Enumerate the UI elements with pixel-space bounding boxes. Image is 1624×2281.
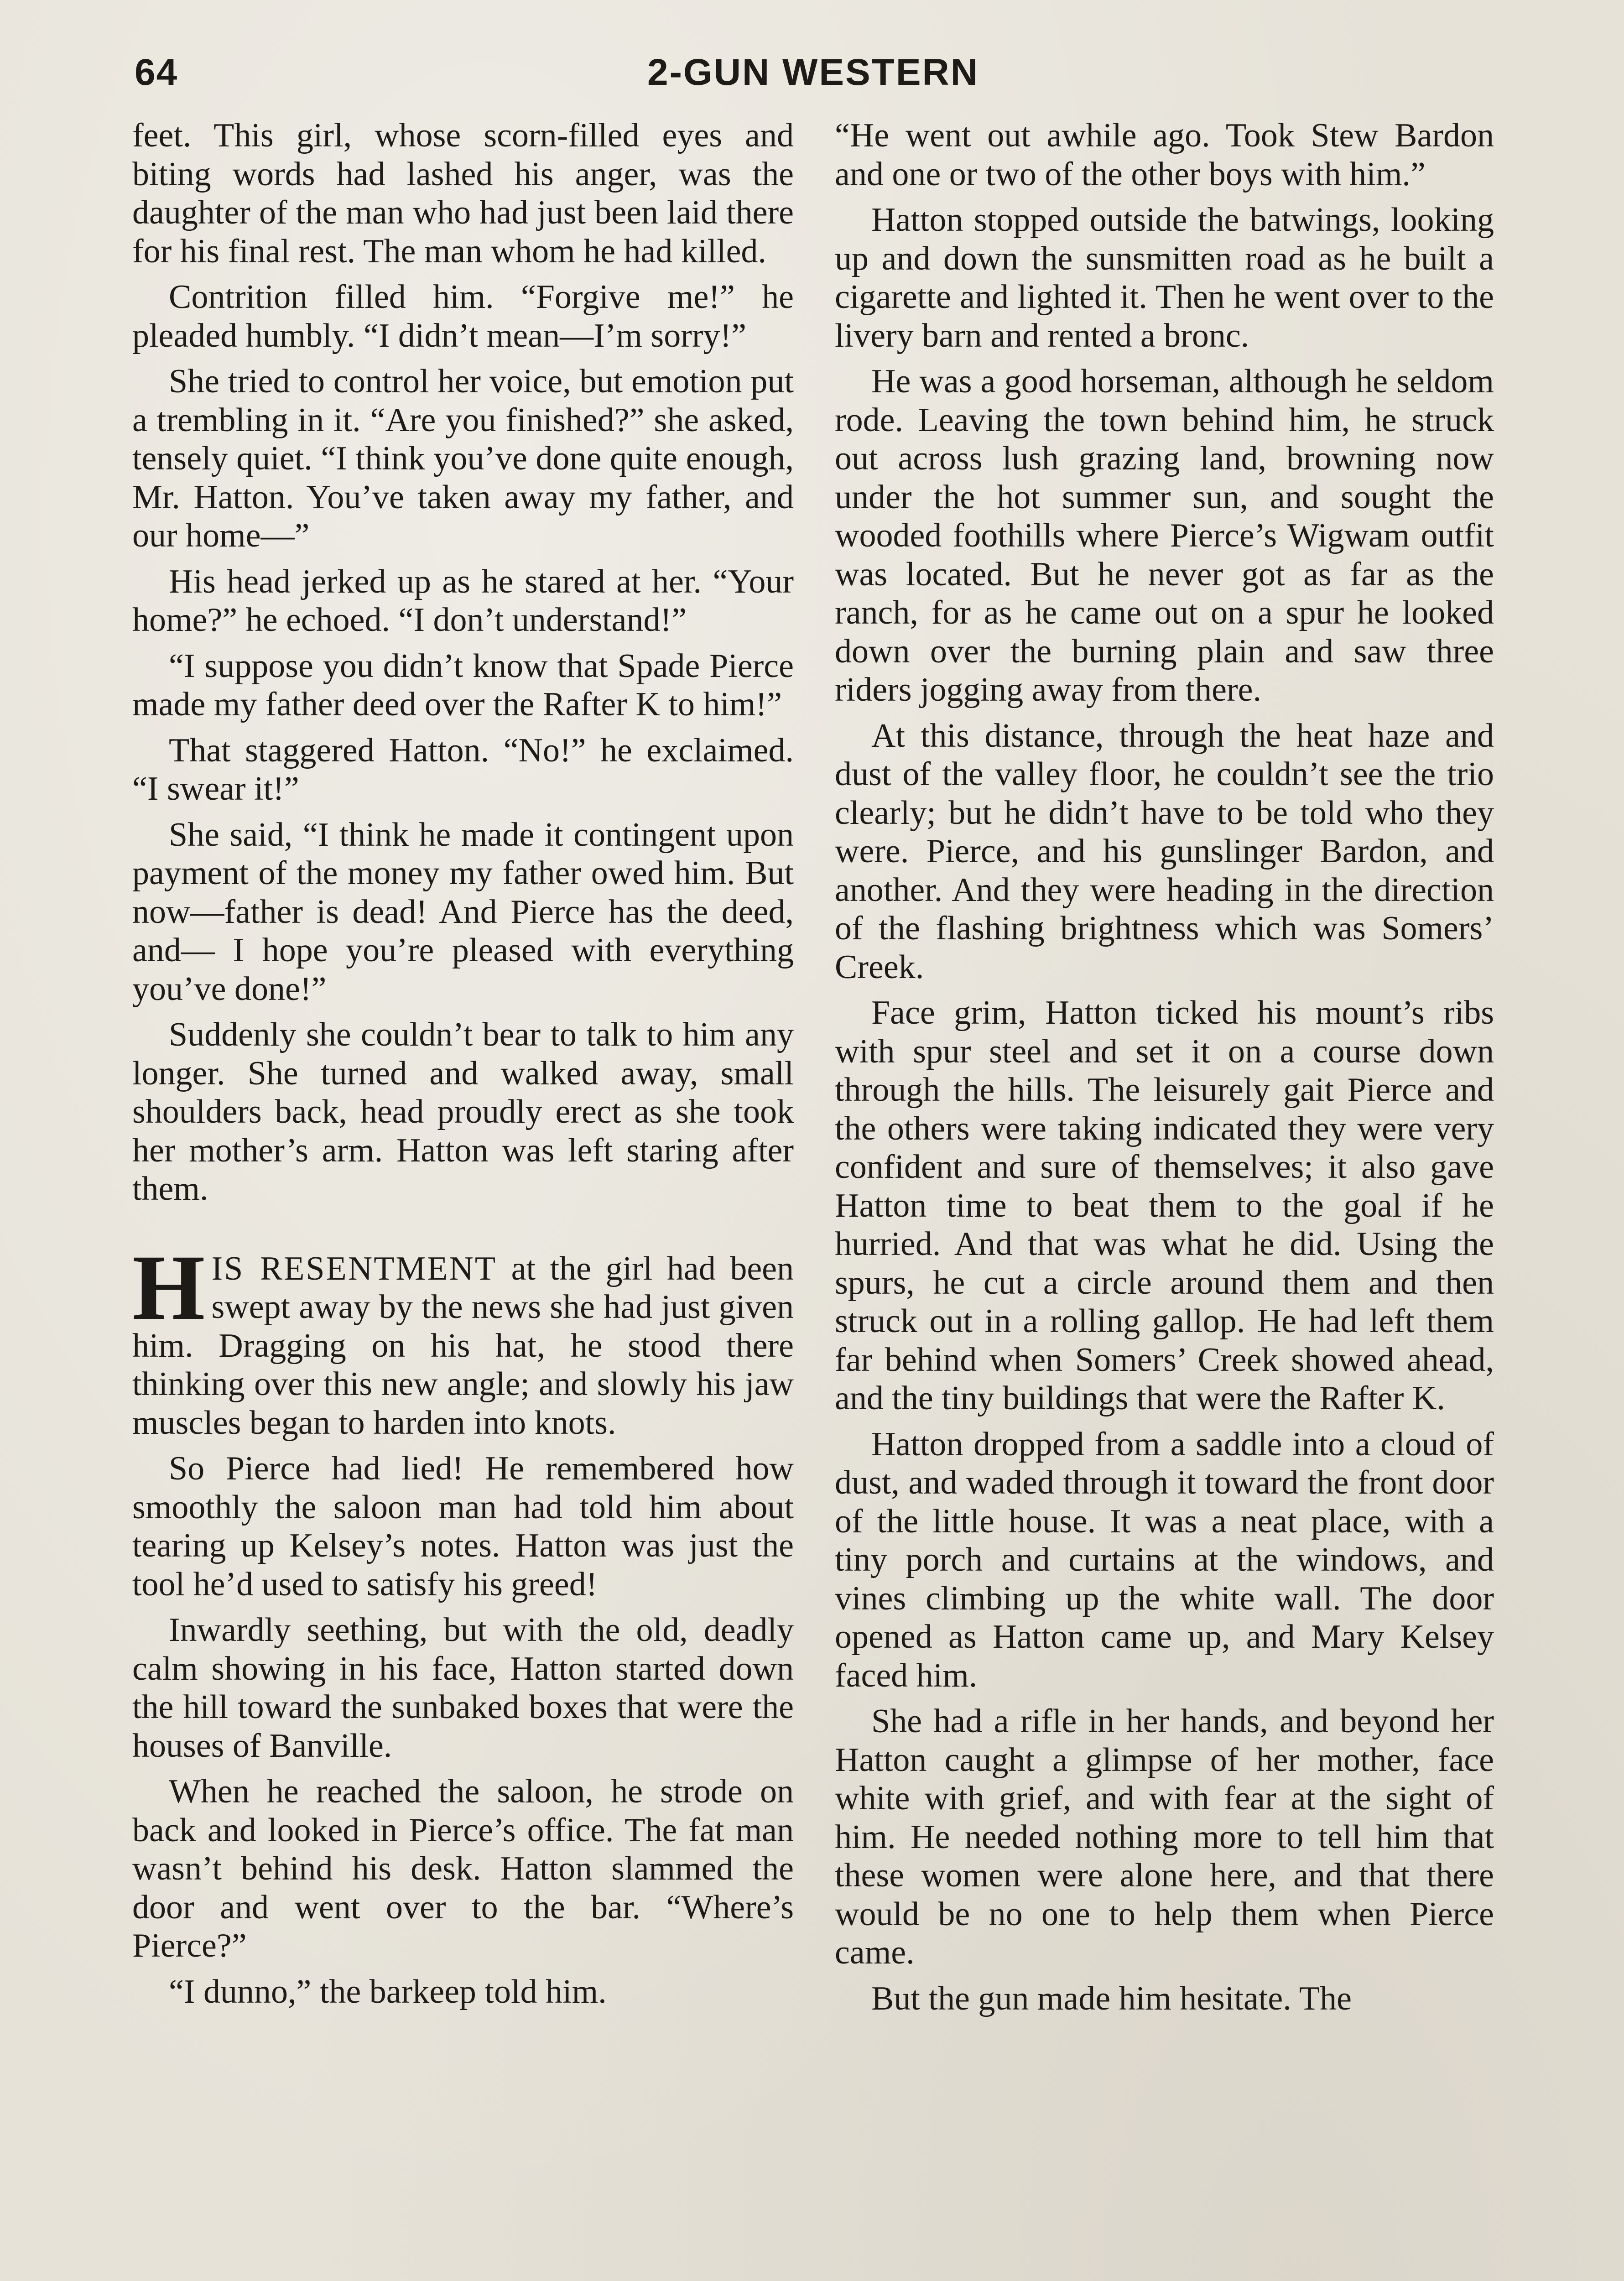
paragraph: feet. This girl, whose scorn-filled eyes and biting words had lashed his anger, was the daughter of the man who had just been laid there for his final rest. The man whom he had killed. xyxy=(132,117,794,270)
magazine-title: 2-GUN WESTERN xyxy=(647,52,979,93)
paragraph: “I dunno,” the barkeep told him. xyxy=(169,1973,607,2010)
paragraph-text: at the girl had been swept away by the news she had just given him. Dragging on his hat, he stood there thinking over this new angle; and slowly his jaw muscles began to harden into knots. xyxy=(132,1250,794,1442)
paragraph: “He went out awhile ago. Took Stew Bardon and one or two of the other boys with him.” xyxy=(835,117,1494,193)
paragraph: Suddenly she couldn’t bear to talk to him any longer. She turned and walked away, small shoulders back, head proudly erect as she took her mother’s arm. Hatton was left staring after them. xyxy=(132,1016,794,1208)
paragraph: Face grim, Hatton ticked his mount’s ribs with spur steel and set it on a course down through the hills. The leisurely gait Pierce and the others were taking indicated they were very confident and sure of themselves; it also gave Hatton time to beat them to the goal if he hurried. And that was what he did. Using the spurs, he cut a circle around them and then struck out in a rolling gallop. He had left them far behind when Somers’ Creek showed ahead, and the tiny buildings that were the Rafter K. xyxy=(835,994,1494,1417)
lead-in-caps: IS RESENTMENT xyxy=(211,1250,497,1287)
paragraph: At this distance, through the heat haze and dust of the valley floor, he couldn’t see the trio clearly; but he didn’t have to be told who they were. Pierce, and his gunslinger Bardon, and another. And they were heading in the direction of the flashing brightness which was Somers’ Creek. xyxy=(835,717,1494,986)
page-header xyxy=(135,51,1492,101)
paragraph: His head jerked up as he stared at her. “Your home?” he echoed. “I don’t understand!” xyxy=(132,562,794,639)
paragraph: When he reached the saloon, he strode on back and looked in Pierce’s office. The fat man wasn’t behind his desk. Hatton slammed the door and went over to the bar. “Where’s Pierce?” xyxy=(132,1773,794,1964)
paragraph: But the gun made him hesitate. The xyxy=(871,1979,1352,2017)
paragraph: Inwardly seething, but with the old, deadly calm showing in his face, Hatton started down the hill toward the sunbaked boxes that were the houses of Banville. xyxy=(132,1611,794,1765)
paragraph: She had a rifle in her hands, and beyond her Hatton caught a glimpse of her mother, face white with grief, and with fear at the sight of him. He needed nothing more to tell him that these women were alone here, and that there would be no one to help them when Pierce came. xyxy=(835,1703,1494,1971)
paragraph: She said, “I think he made it contingent upon payment of the money my father owed him. But now—father is dead! And Pierce has the deed, and— I hope you’re pleased with everything you’ve done!” xyxy=(132,816,794,1008)
paragraph: So Pierce had lied! He remembered how smoothly the saloon man had told him about tearing up Kelsey’s notes. Hatton was just the tool he’d used to satisfy his greed! xyxy=(132,1450,794,1603)
paragraph: He was a good horseman, although he seldom rode. Leaving the town behind him, he struck out across lush grazing land, browning now under the hot summer sun, and sought the wooded foothills where Pierce’s Wigwam outfit was located. But he never got as far as the ranch, for as he came out on a spur he looked down over the burning plain and saw three riders jogging away from there. xyxy=(835,363,1494,708)
drop-cap: H xyxy=(132,1235,205,1339)
paragraph: “I suppose you didn’t know that Spade Pierce made my father deed over the Rafter K to him!” xyxy=(132,647,794,723)
paragraph: That staggered Hatton. “No!” he exclaimed. “I swear it!” xyxy=(132,731,794,807)
left-column xyxy=(132,116,794,2018)
paragraph: Hatton stopped outside the batwings, looking up and down the sunsmitten road as he built a cigarette and lighted it. Then he went over to the livery barn and rented a bronc. xyxy=(835,201,1494,354)
paragraph: She tried to control her voice, but emotion put a trembling in it. “Are you finished?” she asked, tensely quiet. “I think you’ve done quite enough, Mr. Hatton. You’ve taken away my father, and our home—” xyxy=(132,363,794,554)
page-number: 64 xyxy=(135,52,178,93)
paragraph: Contrition filled him. “Forgive me!” he pleaded humbly. “I didn’t mean—I’m sorry!” xyxy=(132,278,794,354)
section-opening-paragraph xyxy=(132,1235,794,1443)
paragraph: Hatton dropped from a saddle into a cloud of dust, and waded through it toward the front door of the little house. It was a neat place, with a tiny porch and curtains at the windows, and vines climbing up the white wall. The door opened as Hatton came up, and Mary Kelsey faced him. xyxy=(835,1425,1494,1694)
right-column xyxy=(835,116,1494,2025)
